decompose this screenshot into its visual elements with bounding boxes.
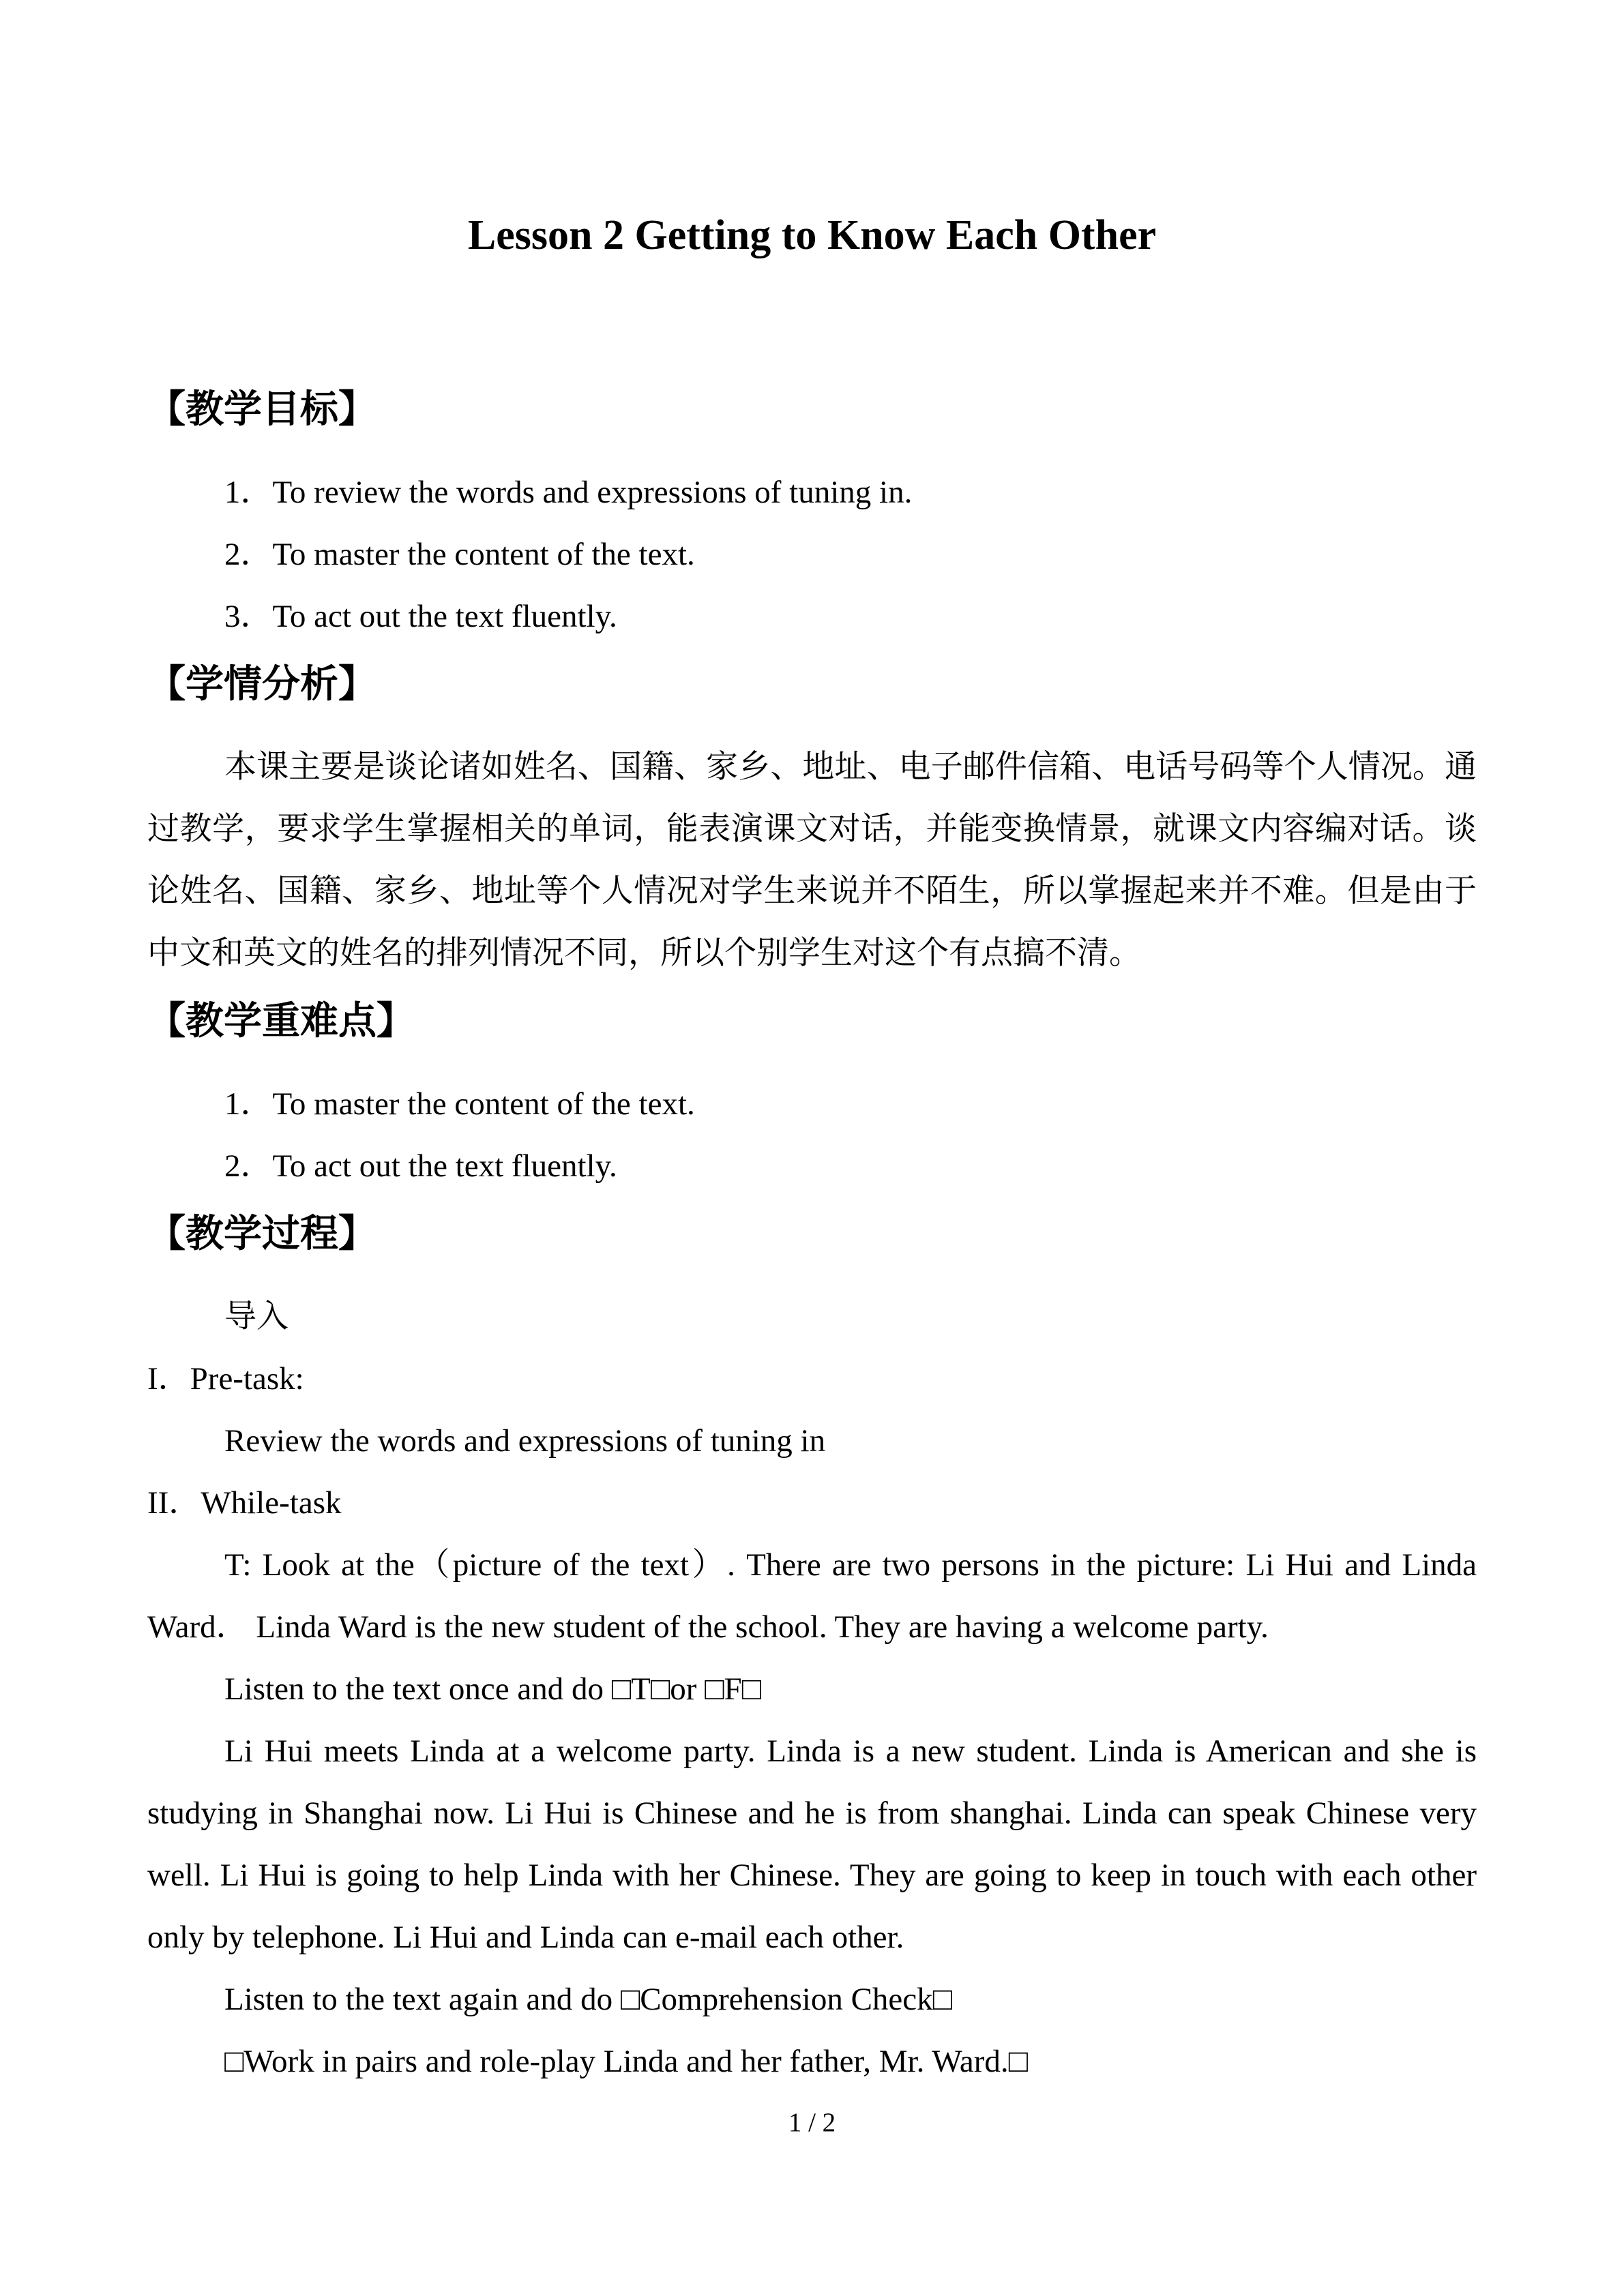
process-line-whiletask: II．While-task xyxy=(147,1485,342,1521)
analysis-paragraph: 本课主要是谈论诸如姓名、国籍、家乡、地址、电子邮件信箱、电话号码等个人情况。通过教学，要求学生掌握相关的单词，能表演课文对话，并能变换情景，就课文内容编对话。谈论姓名、国籍、家乡、地址等个人情况对学生来说并不陌生，所以掌握起来并不难。但是由于中文和英文的姓名的排列情况不同，所以个别学生对这个有点搞不清。 xyxy=(147,749,1477,971)
process-line-pretask: I．Pre-task: xyxy=(147,1361,304,1397)
objective-item-1: 1．To review the words and expressions of tuning in. xyxy=(224,475,913,510)
objective-item-3: 3．To act out the text fluently. xyxy=(224,599,617,634)
process-paragraph-text-summary: Li Hui meets Linda at a welcome party. Linda is a new student. Linda is American and she is studying in Shanghai now. Li Hui is Chinese and he is from shanghai. Linda can speak Chinese very well. Li Hui is going to help Linda with her Chinese. They are going to keep in touch with each other only by telephone. Li Hui and Linda can e-mail each other. xyxy=(147,1733,1477,1955)
process-paragraph-picture-intro: T: Look at the（picture of the text）. There are two persons in the picture: Li Hui and Linda Ward． Linda Ward is the new student of the school. They are having a welcome party. xyxy=(147,1547,1477,1645)
process-line-listen-again: Listen to the text again and do □Comprehension Check□ xyxy=(224,1982,953,2017)
key-point-item-1: 1．To master the content of the text. xyxy=(224,1086,695,1122)
document-title: Lesson 2 Getting to Know Each Other xyxy=(467,212,1157,258)
process-line-role-play: □Work in pairs and role-play Linda and her father, Mr. Ward.□ xyxy=(224,2044,1029,2079)
key-point-item-2: 2．To act out the text fluently. xyxy=(224,1148,617,1184)
process-line-listen-once: Listen to the text once and do □T□or □F□ xyxy=(224,1671,762,1707)
section-heading-key-points: 【教学重难点】 xyxy=(147,1000,415,1043)
page-number: 1 / 2 xyxy=(788,2108,836,2137)
objective-item-2: 2．To master the content of the text. xyxy=(224,537,695,572)
section-heading-process: 【教学过程】 xyxy=(147,1213,377,1255)
section-heading-analysis: 【学情分析】 xyxy=(147,664,377,706)
process-line-review: Review the words and expressions of tuning in xyxy=(224,1423,826,1459)
section-heading-objectives: 【教学目标】 xyxy=(147,389,377,431)
process-line-intro: 导入 xyxy=(224,1299,289,1335)
